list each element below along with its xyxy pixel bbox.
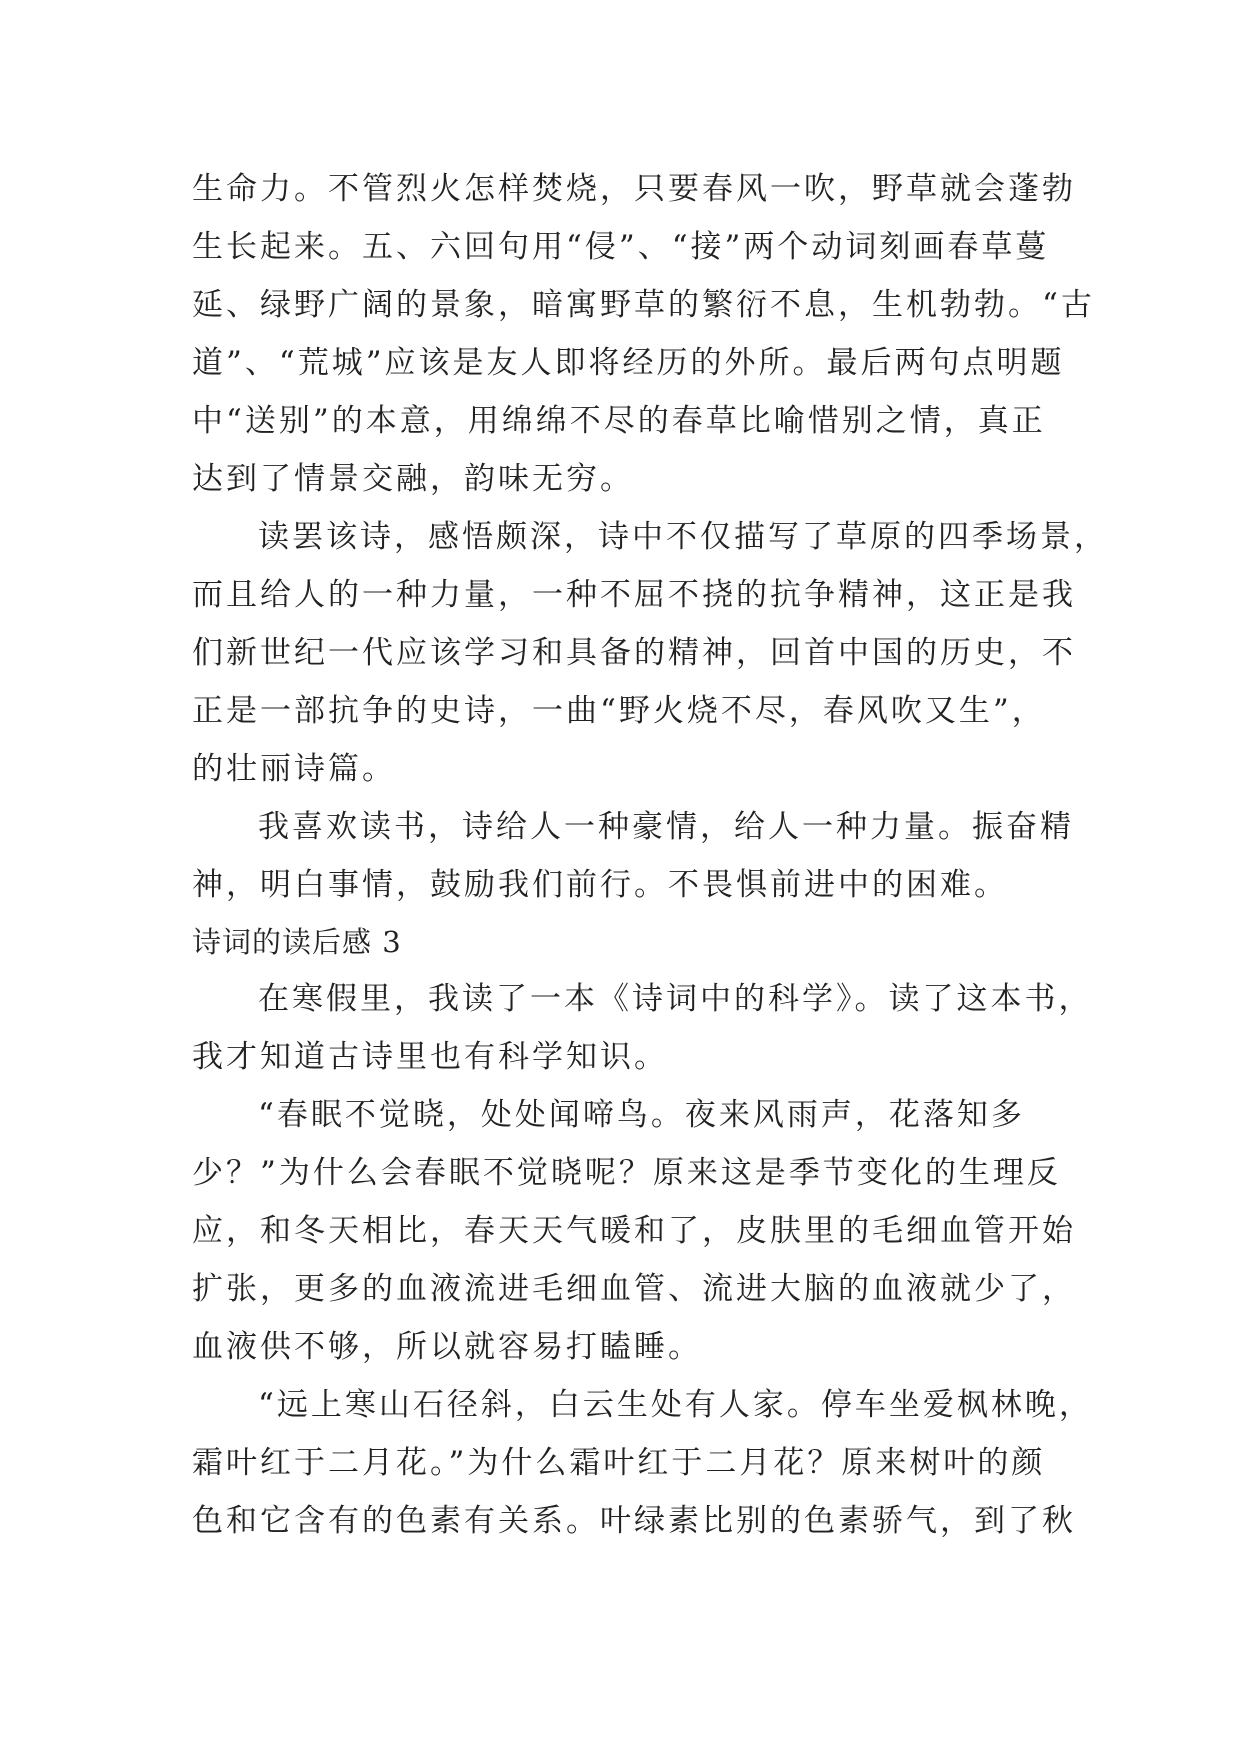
text-line: 色和它含有的色素有关系。叶绿素比别的色素骄气，到了秋 — [192, 1503, 1076, 1539]
text-line: 们新世纪一代应该学习和具备的精神，回首中国的历史，不 — [192, 635, 1076, 671]
text-line: 达到了情景交融，韵味无穷。 — [192, 461, 634, 497]
text-line: 我才知道古诗里也有科学知识。 — [192, 1039, 668, 1075]
text-line: 少？”为什么会春眠不觉晓呢？原来这是季节变化的生理反 — [192, 1155, 1061, 1191]
text-line: 扩张，更多的血液流进毛细血管、流进大脑的血液就少了， — [192, 1271, 1076, 1307]
text-line: 而且给人的一种力量，一种不屈不挠的抗争精神，这正是我 — [192, 577, 1076, 613]
text-line: 读罢该诗，感悟颇深，诗中不仅描写了草原的四季场景， — [258, 519, 1108, 555]
text-line: 血液供不够，所以就容易打瞌睡。 — [192, 1329, 702, 1365]
text-line: 生命力。不管烈火怎样焚烧，只要春风一吹，野草就会蓬勃 — [192, 171, 1076, 207]
paragraph-1 — [192, 160, 1095, 508]
text-line: 道”、“荒城”应该是友人即将经历的外所。最后两句点明题 — [192, 345, 1065, 381]
text-line: 霜叶红于二月花。”为什么霜叶红于二月花？原来树叶的颜 — [192, 1445, 1046, 1481]
text-line: 的壮丽诗篇。 — [192, 751, 396, 787]
text-line: 神，明白事情，鼓励我们前行。不畏惧前进中的困难。 — [192, 867, 1008, 903]
text-line: 中“送别”的本意，用绵绵不尽的春草比喻惜别之情，真正 — [192, 403, 1046, 439]
document-page — [192, 160, 1108, 1550]
text-line: 我喜欢读书，诗给人一种豪情，给人一种力量。振奋精 — [258, 809, 1074, 845]
paragraph-6 — [192, 1376, 1093, 1550]
paragraph-4 — [192, 970, 1093, 1086]
text-line: 应，和冬天相比，春天天气暖和了，皮肤里的毛细血管开始 — [192, 1213, 1076, 1249]
section-title: 诗词的读后感 3 — [192, 925, 402, 959]
paragraph-2 — [192, 508, 1108, 798]
text-line: “春眠不觉晓，处处闻啼鸟。夜来风雨声，花落知多 — [258, 1097, 1025, 1133]
text-line: 正是一部抗争的史诗，一曲“野火烧不尽，春风吹又生”， — [192, 693, 1046, 729]
text-line: “远上寒山石径斜，白云生处有人家。停车坐爱枫林晚， — [258, 1387, 1093, 1423]
paragraph-5 — [192, 1086, 1076, 1376]
text-line: 生长起来。五、六回句用“侵”、“接”两个动词刻画春草蔓 — [192, 229, 1050, 265]
text-line: 在寒假里，我读了一本《诗词中的科学》。读了这本书， — [258, 981, 1093, 1017]
text-line: 延、绿野广阔的景象，暗寓野草的繁衍不息，生机勃勃。“古 — [192, 287, 1095, 323]
paragraph-3 — [192, 798, 1074, 914]
